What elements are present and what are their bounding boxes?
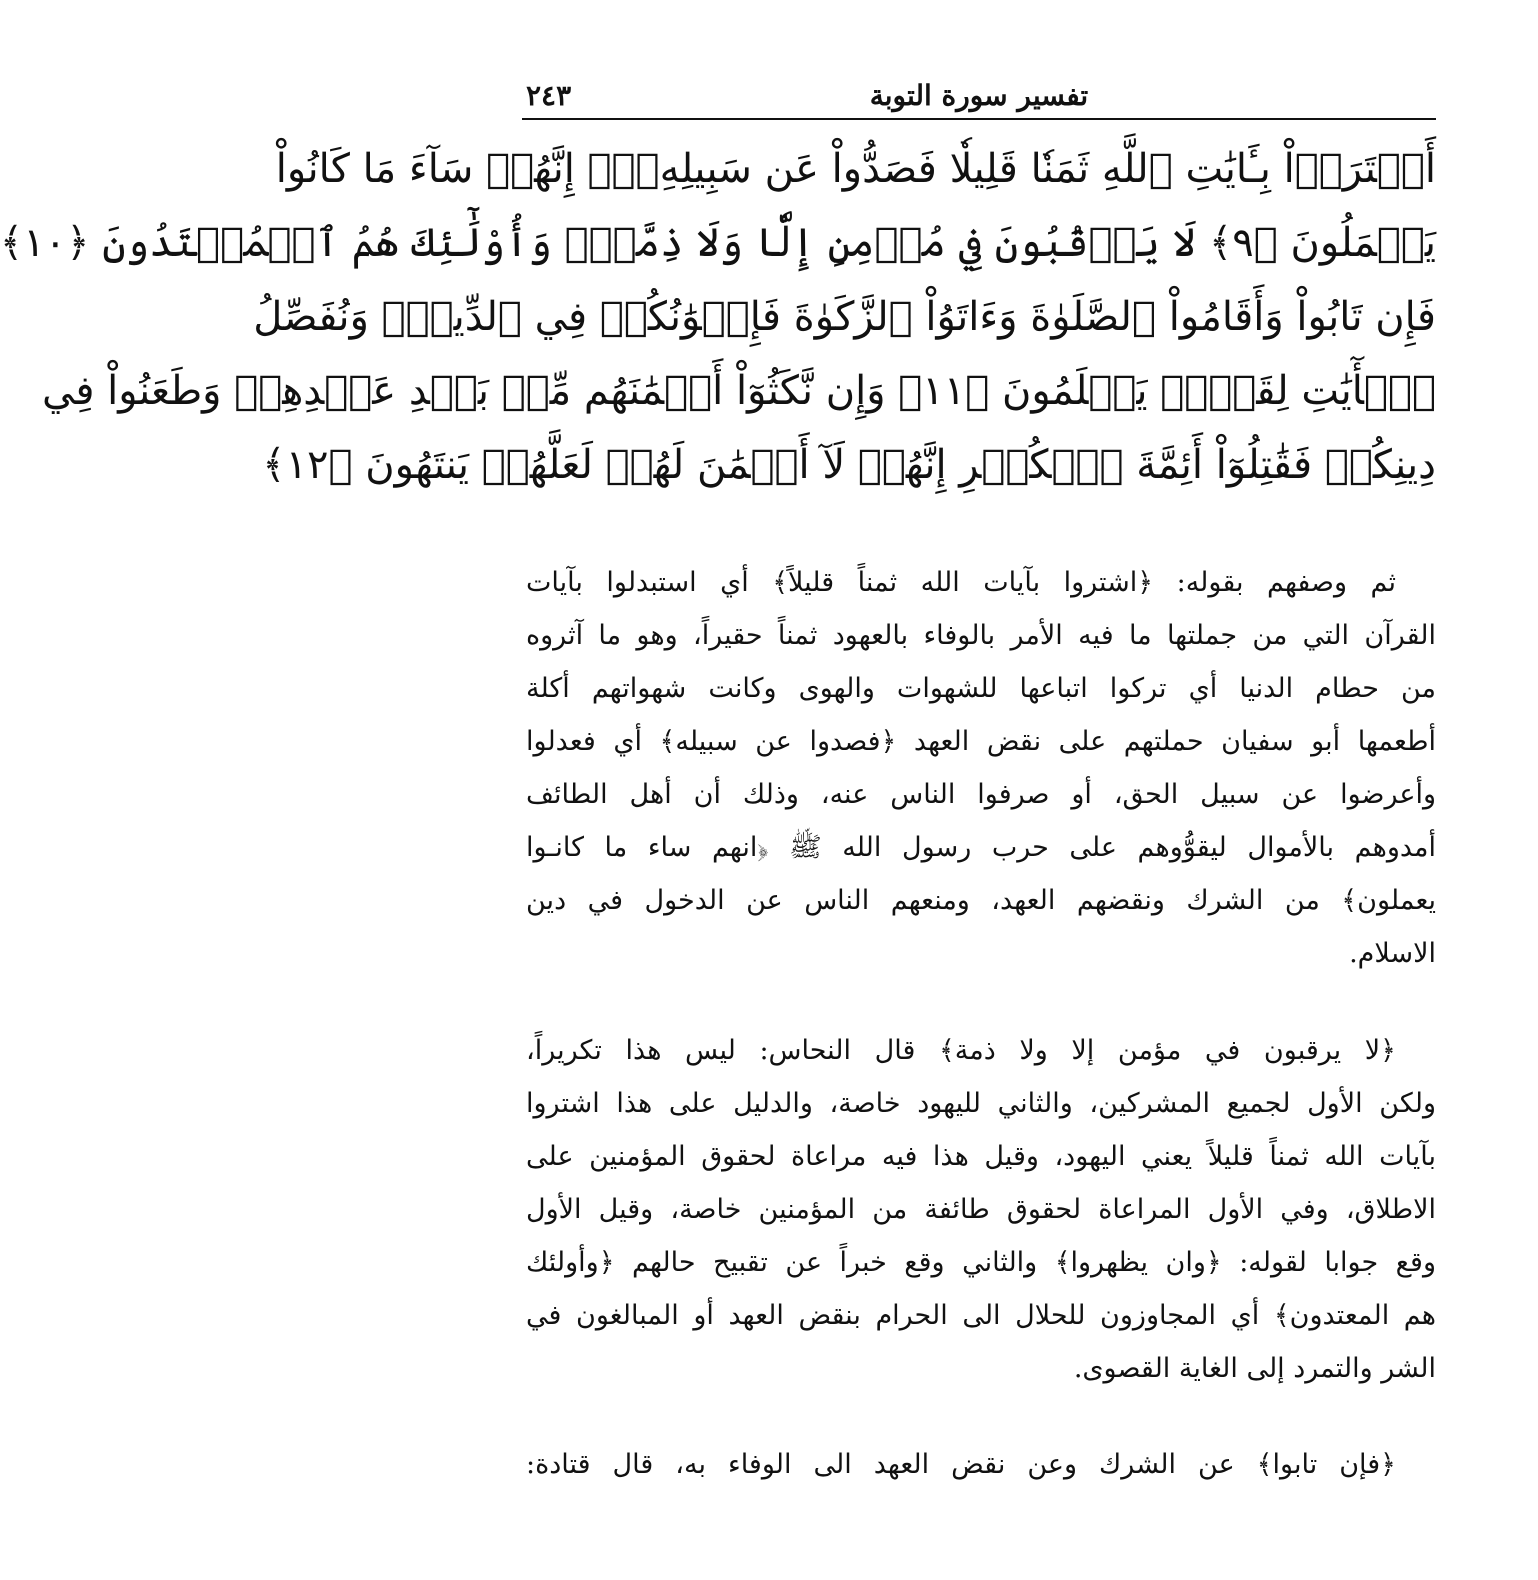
quran-line: يَعۡمَلُونَ ﴿٩﴾ لَا يَرۡقُبُونَ فِي مُؤۡمِنٍ إِلّٗا وَلَا ذِمَّةٗۚ وَأُوْلَٰٓئِكَ هُمُ ٱلۡمُعۡتَدُونَ ﴿١٠﴾ — [0, 220, 1436, 266]
text-line: بآيات الله ثمناً قليلاً يعني اليهود، وقيل هذا فيه مراعاة لحقوق المؤمنين على — [526, 1141, 1436, 1172]
text-line: هم المعتدون﴾ أي المجاوزون للحلال الى الحرام بنقض العهد أو المبالغون في — [526, 1300, 1436, 1331]
quran-verses — [0, 132, 1436, 502]
text-line: أمدوهم بالأموال ليقوُّوهم على حرب رسول الله ﷺ ﴿انهم ساء ما كانـوا — [526, 832, 1436, 863]
text-line: الشر والتمرد إلى الغاية القصوى. — [1073, 1353, 1436, 1384]
quran-line: دِينِكُمۡ فَقَٰتِلُوٓاْ أَئِمَّةَ ٱلۡكُفۡرِ إِنَّهُمۡ لَآ أَيۡمَٰنَ لَهُمۡ لَعَلَّهُمۡ يَنتَهُونَ ﴿١٢﴾ — [262, 442, 1436, 488]
quran-line: ٱلۡأٓيَٰتِ لِقَوۡمٖ يَعۡلَمُونَ ﴿١١﴾ وَإِن نَّكَثُوٓاْ أَيۡمَٰنَهُم مِّنۢ بَعۡدِ عَهۡدِهِمۡ وَطَعَنُواْ فِي — [42, 368, 1436, 414]
text-line: ولكن الأول لجميع المشركين، والثاني لليهود خاصة، والدليل على هذا اشتروا — [526, 1088, 1436, 1119]
text-line: ثم وصفهم بقوله: ﴿اشتروا بآيات الله ثمناً قليلاً﴾ أي استبدلوا بآيات — [526, 567, 1396, 598]
page-header — [522, 74, 1436, 120]
text-line: يعملون﴾ من الشرك ونقضهم العهد، ومنعهم الناس عن الدخول في دين — [526, 885, 1436, 916]
text-line: ﴿فإن تابوا﴾ عن الشرك وعن نقض العهد الى الوفاء به، قال قتادة: — [526, 1449, 1396, 1480]
text-line: الاطلاق، وفي الأول المراعاة لحقوق طائفة من المؤمنين خاصة، وقيل الأول — [526, 1194, 1436, 1225]
commentary-paragraph-2 — [526, 1024, 1436, 1395]
text-line: ﴿لا يرقبون في مؤمن إلا ولا ذمة﴾ قال النحاس: ليس هذا تكريراً، — [526, 1035, 1396, 1066]
page-number: ٢٤٣ — [526, 79, 572, 112]
commentary-paragraph-3 — [526, 1438, 1436, 1491]
text-line: أطعمها أبو سفيان حملتهم على نقض العهد ﴿فصدوا عن سبيله﴾ أي فعدلوا — [526, 726, 1436, 757]
text-line: الاسلام. — [1349, 938, 1436, 969]
text-line: القرآن التي من جملتها ما فيه الأمر بالوفاء بالعهود ثمناً حقيراً، وهو ما آثروه — [526, 620, 1436, 651]
text-line: من حطام الدنيا أي تركوا اتباعها للشهوات والهوى وكانت شهواتهم أكلة — [526, 673, 1436, 704]
quran-line: فَإِن تَابُواْ وَأَقَامُواْ ٱلصَّلَوٰةَ وَءَاتَوُاْ ٱلزَّكَوٰةَ فَإِخۡوَٰنُكُمۡ فِي ٱلدِّينِۗ وَنُفَصِّلُ — [253, 294, 1436, 340]
running-title: تفسير سورة التوبة — [869, 79, 1089, 112]
quran-line: أَشۡتَرَوۡاْ بِـَٔايَٰتِ ٱللَّهِ ثَمَنٗا قَلِيلٗا فَصَدُّواْ عَن سَبِيلِهِۦٓۚ إِنَّهُمۡ سَآءَ مَا كَانُواْ — [275, 146, 1436, 192]
text-line: وأعرضوا عن سبيل الحق، أو صرفوا الناس عنه، وذلك أن أهل الطائف — [526, 779, 1436, 810]
text-line: وقع جوابا لقوله: ﴿وان يظهروا﴾ والثاني وقع خبراً عن تقبيح حالهم ﴿وأولئك — [526, 1247, 1436, 1278]
commentary-paragraph-1 — [526, 556, 1436, 980]
header-divider — [522, 118, 1436, 120]
